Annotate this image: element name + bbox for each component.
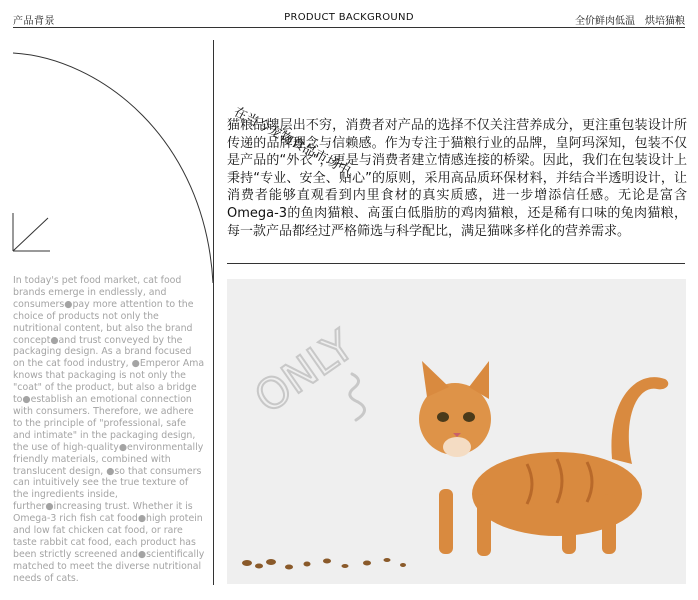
only-doodle: ONLY xyxy=(245,320,363,423)
vertical-divider xyxy=(213,40,214,585)
top-bar xyxy=(0,0,698,30)
cat-illustration xyxy=(227,279,686,584)
arrow-icon xyxy=(13,213,50,251)
section-title-en: PRODUCT BACKGROUND xyxy=(284,12,414,23)
cat-icon xyxy=(419,361,668,556)
squiggle-doodle xyxy=(350,374,365,420)
chinese-first-line: 在当今宠物食品市场中， xyxy=(231,104,365,185)
content-divider xyxy=(227,263,685,264)
section-title-zh: 产品背景 xyxy=(13,16,55,27)
chinese-paragraph: 猫粮品牌层出不穷，消费者对产品的选择不仅关注营养成分，更注重包装设计所传递的品牌理念与信赖感。作为专注于猫粮行业的品牌，皇阿玛深知，包装不仅是产品的“外衣”，更是与消费者建立情感连接的桥梁。因此，我们在包装设计上秉持“专业、安全、贴心”的原则，采用高品质环保材料，并结合半透明设计，让消费者能够直观看到内里食材的真实质感，进一步增添信任感。无论是富含Omega-3的鱼肉猫粮、高蛋白低脂肪的鸡肉猫粮，还是稀有口味的兔肉猫粮，每一款产品都经过严格筛选与科学配比，满足猫咪多样化的营养需求。 xyxy=(227,118,687,239)
decorative-arc xyxy=(0,28,214,288)
cat-photo xyxy=(227,279,686,584)
product-name: 全价鲜肉低温 烘培猫粮 xyxy=(575,16,685,27)
kibble-pieces xyxy=(242,558,406,570)
english-paragraph: In today's pet food market, cat food brands emerge in endlessly, and consumers●pay more attention to the choice of products not only the nutritional content, but also the brand concept●and trust conveyed by the packaging design. As a brand focused on the cat food industry, ●Emperor Ama knows that packaging is not only the "coat" of the product, but also a bridge to●establish an emotional connection with consumers. Therefore, we adhere to the principle of "professional, safe and intimate" in the packaging design, the use of high-quality●environmentally friendly materials, combined with translucent design, ●so that consumers can intuitively see the true texture of the ingredients inside, further●increasing trust. Whether it is Omega-3 rich fish cat food●high protein and low fat chicken cat food, or rare taste rabbit cat food, each product has been strictly screened and●scientifically matched to meet the diverse nutritional needs of cats. xyxy=(13,275,205,584)
